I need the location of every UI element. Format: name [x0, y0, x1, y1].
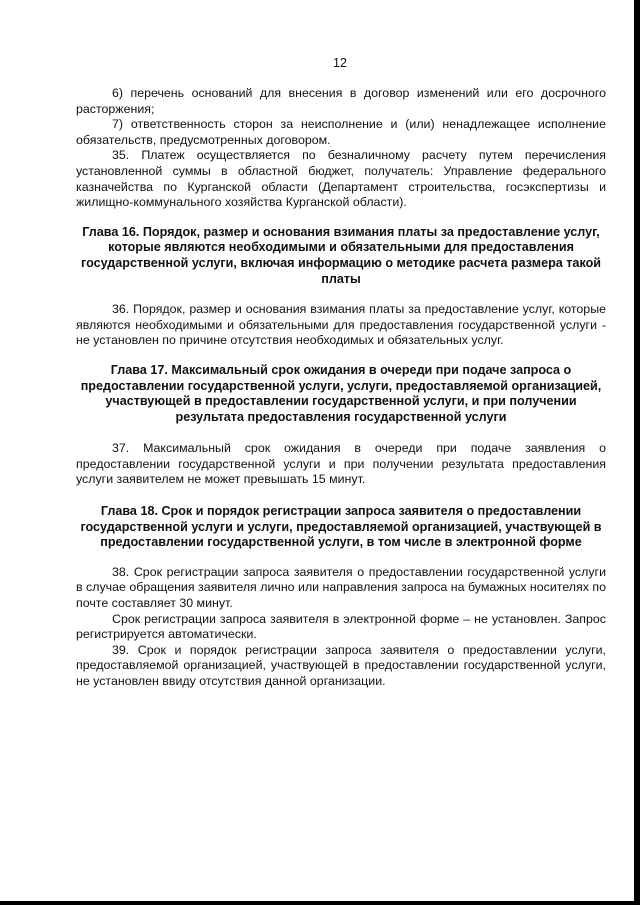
paragraph-38-electronic: Срок регистрации запроса заявителя в электронной форме – не установлен. Запрос регистрируется автоматически.	[76, 611, 606, 642]
chapter-17-heading: Глава 17. Максимальный срок ожидания в очереди при подаче запроса о предоставлении государственной услуги, услуги, предоставляемой организацией, участвующей в предоставлении государственной услуги, и при получении результата предоставления государственной услуги	[80, 362, 602, 424]
paragraph-35: 35. Платеж осуществляется по безналичному расчету путем перечисления установленной суммы в областной бюджет, получатель: Управление федерального казначейства по Курганской области (Департамент строительства, госэкспертизы и жилищно-коммунального хозяйства Курганской области).	[76, 148, 606, 210]
scan-border-right	[634, 0, 640, 905]
scan-border-bottom	[0, 901, 640, 905]
paragraph-item-7: 7) ответственность сторон за неисполнение и (или) ненадлежащее исполнение обязательств, предусмотренных договором.	[76, 117, 606, 147]
paragraph-36: 36. Порядок, размер и основания взимания платы за предоставление услуг, которые являются необходимыми и обязательными для предоставления государственной услуги - не установлен по причине отсутствия необходимых и обязательных услуг.	[76, 302, 606, 348]
document-body	[76, 86, 606, 690]
paragraph-37: 37. Максимальный срок ожидания в очереди при подаче заявления о предоставлении государственной услуги и при получении результата предоставления услуги заявителем не может превышать 15 минут.	[76, 441, 606, 487]
paragraph-item-6: 6) перечень оснований для внесения в договор изменений или его досрочного расторжения;	[76, 86, 606, 116]
paragraph-39: 39. Срок и порядок регистрации запроса заявителя о предоставлении услуги, предоставляемой организацией, участвующей в предоставлении государственной услуги, не установлен ввиду отсутствия данной организации.	[76, 642, 606, 688]
page-number: 12	[333, 56, 347, 70]
chapter-18-heading: Глава 18. Срок и порядок регистрации запроса заявителя о предоставлении государственной услуги и услуги, предоставляемой организацией, участвующей в предоставлении государственной услуги, в том числе в электронной форме	[80, 504, 602, 550]
chapter-16-heading: Глава 16. Порядок, размер и основания взимания платы за предоставление услуг, которые являются необходимыми и обязательными для предоставления государственной услуги, включая информацию о методике расчета размера такой платы	[80, 224, 602, 286]
paragraph-38: 38. Срок регистрации запроса заявителя о предоставлении государственной услуги в случае обращения заявителя лично или направления запроса на бумажных носителях по почте составляет 30 минут.	[76, 564, 606, 611]
